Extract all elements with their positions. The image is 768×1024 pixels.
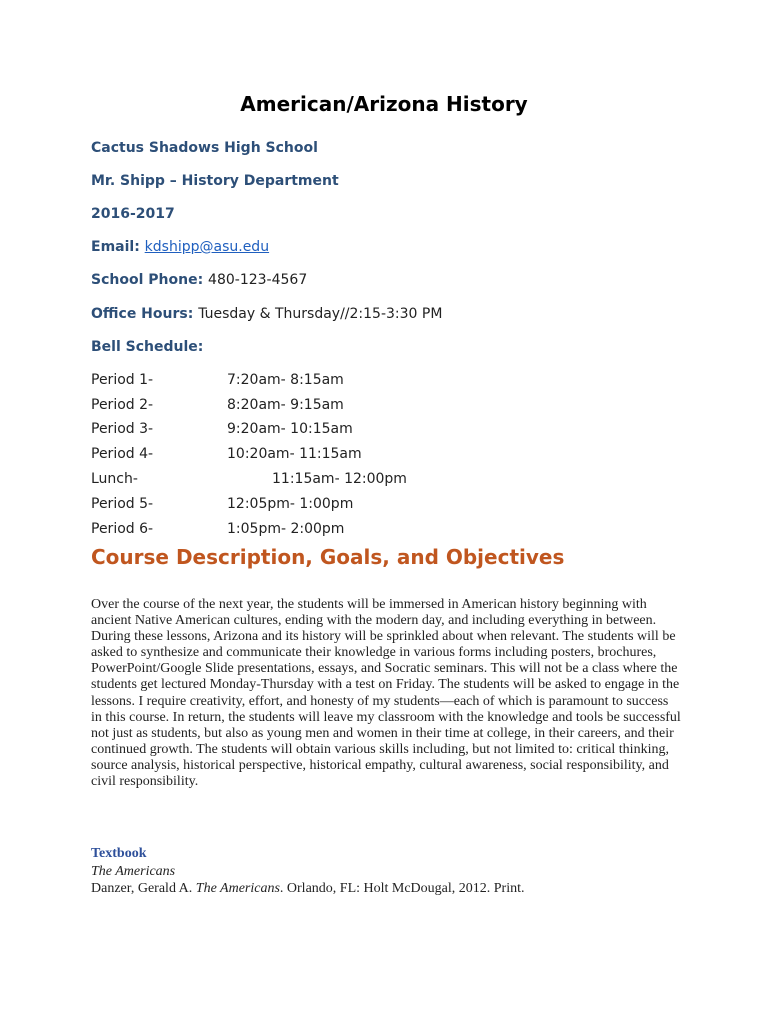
office-hours-value: Tuesday & Thursday//2:15-3:30 PM xyxy=(198,306,443,322)
schedule-time: 10:20am- 11:15am xyxy=(227,446,362,462)
textbook-title: The Americans xyxy=(91,864,176,879)
citation-publisher: . Orlando, FL: Holt McDougal, 2012. Print. xyxy=(279,881,525,896)
citation-author: Danzer, Gerald A. xyxy=(91,881,196,896)
phone-label: School Phone: xyxy=(91,272,204,288)
textbook-citation xyxy=(91,881,525,897)
course-description: Over the course of the next year, the students will be immersed in American history beginning with ancient Native American cultures, ending with the modern day, and including everything in between. During these lessons, Arizona and its history will be sprinkled about when relevant. The students will be asked to synthesize and communicate their knowledge in various forms including posters, brochures, PowerPoint/Google Slide presentations, essays, and Socratic seminars. This will not be a class where the students get lectured Monday-Thursday with a test on Friday. The students will be asked to engage in the lessons. I require creativity, effort, and honesty of my students—each of which is paramount to success in this course. In return, the students will leave my classroom with the knowledge and tools be successful not just as students, but also as young men and women in their time at college, in their careers, and their continued growth. The students will obtain various skills including, but not limited to: critical thinking, source analysis, historical perspective, historical empathy, cultural awareness, social responsibility, and civil responsibility. xyxy=(91,597,681,790)
schedule-row xyxy=(91,397,491,417)
schedule-period: Period 1- xyxy=(91,372,154,388)
phone-value: 480-123-4567 xyxy=(208,272,308,288)
email-line xyxy=(91,239,269,255)
schedule-period: Period 6- xyxy=(91,521,154,537)
schedule-time: 12:05pm- 1:00pm xyxy=(227,496,354,512)
schedule-period: Period 5- xyxy=(91,496,154,512)
teacher-line: Mr. Shipp – History Department xyxy=(91,173,339,189)
citation-title: The Americans xyxy=(195,881,280,896)
schedule-period: Lunch- xyxy=(91,471,138,487)
schedule-period: Period 4- xyxy=(91,446,154,462)
schedule-row xyxy=(91,446,491,466)
schedule-period: Period 3- xyxy=(91,421,154,437)
schedule-row xyxy=(91,471,491,491)
office-hours-label: Office Hours: xyxy=(91,306,194,322)
bell-schedule-label: Bell Schedule: xyxy=(91,339,204,355)
schedule-row xyxy=(91,421,491,441)
school-year: 2016-2017 xyxy=(91,206,175,222)
email-label: Email: xyxy=(91,239,140,255)
schedule-row xyxy=(91,496,491,516)
schedule-time: 11:15am- 12:00pm xyxy=(272,471,407,487)
phone-line xyxy=(91,272,307,288)
schedule-time: 1:05pm- 2:00pm xyxy=(227,521,345,537)
schedule-period: Period 2- xyxy=(91,397,154,413)
course-heading: Course Description, Goals, and Objectives xyxy=(91,545,565,569)
document-title: American/Arizona History xyxy=(240,92,528,116)
school-name: Cactus Shadows High School xyxy=(91,140,318,156)
schedule-time: 7:20am- 8:15am xyxy=(227,372,344,388)
textbook-heading: Textbook xyxy=(91,846,147,861)
schedule-time: 9:20am- 10:15am xyxy=(227,421,353,437)
schedule-row xyxy=(91,521,491,541)
office-hours-line xyxy=(91,306,442,322)
email-link[interactable]: kdshipp@asu.edu xyxy=(144,239,270,255)
schedule-time: 8:20am- 9:15am xyxy=(227,397,344,413)
schedule-row xyxy=(91,372,491,392)
